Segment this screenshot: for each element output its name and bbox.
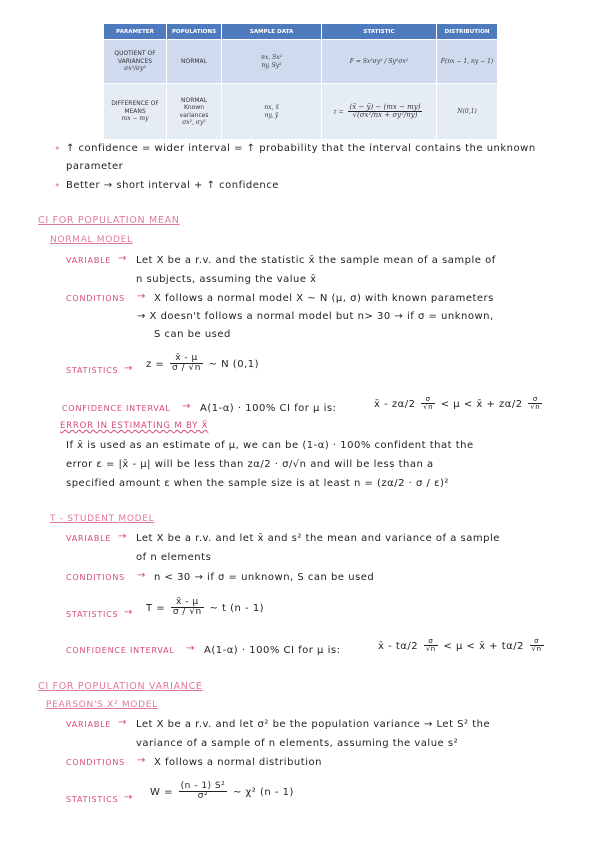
conditions-label: CONDITIONS: [66, 573, 125, 582]
formula-text: W =: [150, 786, 173, 798]
formula-text: ~ χ² (n - 1): [232, 786, 294, 798]
body-text: Let X be a r.v. and let x̄ and s² the mean and variance of a sample: [136, 533, 500, 544]
ci-label: CONFIDENCE INTERVAL: [66, 646, 175, 655]
cell-text: mx − my: [121, 115, 149, 123]
fraction-numerator: σ: [421, 396, 435, 404]
formula-text: ~ N (0,1): [208, 358, 260, 370]
cell-text: NORMAL: [180, 96, 207, 104]
table-cell-statistic: F = Sx²σy² / Sy²σx²: [322, 40, 437, 84]
formula-text: z =: [146, 358, 165, 370]
statistics-label: STATISTICS: [66, 610, 119, 619]
table-cell-distribution: N(0,1): [437, 84, 498, 140]
fraction-numerator: (n - 1) S²: [180, 781, 226, 791]
conditions-label: CONDITIONS: [66, 758, 125, 767]
formula-text: x̄ - zα/2: [374, 398, 416, 410]
fraction-denominator: σ / √n: [172, 607, 202, 618]
table-cell-population: [167, 84, 222, 140]
cell-text: QUOTIENT OF: [114, 50, 156, 58]
ci-fraction: [421, 396, 435, 412]
formula-text: < μ < x̄ + tα/2: [443, 640, 524, 652]
table-header-cell: STATISTIC: [322, 24, 437, 40]
cell-text: ny, ȳ: [264, 111, 279, 119]
section-heading: CI FOR POPULATION VARIANCE: [38, 681, 203, 692]
formula-text: x̄ - tα/2: [378, 640, 419, 652]
body-text: X follows a normal distribution: [154, 757, 322, 768]
ci-fraction: [528, 396, 542, 412]
table-cell-statistic: [322, 84, 437, 140]
ci-fraction: [530, 638, 544, 654]
conditions-label: CONDITIONS: [66, 294, 125, 303]
body-text: If x̄ is used as an estimate of μ, we can be (1-α) · 100% confident that the: [66, 440, 474, 451]
fraction-numerator: σ: [530, 638, 544, 646]
table-row: [104, 84, 498, 140]
fraction-numerator: σ: [424, 638, 438, 646]
arrow-icon: →: [118, 253, 127, 264]
bullet-text: ↑ confidence = wider interval = ↑ probability that the interval contains the unknown: [66, 143, 536, 154]
fraction-denominator: √n: [425, 645, 436, 654]
table-header-cell: SAMPLE DATA: [222, 24, 322, 40]
statistic-fraction: [179, 782, 228, 802]
variable-label: VARIABLE: [66, 256, 112, 265]
cell-text: MEANS: [124, 107, 146, 115]
error-heading: ERROR IN ESTIMATING Μ BY X̄: [60, 421, 209, 431]
fraction-denominator: √(σx²/nx + σy²/ny): [352, 111, 418, 119]
body-text: variance of a sample of n elements, assuming the value s²: [136, 738, 459, 749]
table-cell-distribution: F(nx − 1, ny − 1): [437, 40, 498, 84]
arrow-icon: →: [124, 363, 133, 374]
table-header-cell: DISTRIBUTION: [437, 24, 498, 40]
bullet-text: Better → short interval + ↑ confidence: [66, 180, 279, 191]
formula-text: ~ t (n - 1): [209, 602, 265, 614]
bullet-dot-icon: •: [54, 179, 61, 192]
cell-text: nx, x̄: [264, 104, 279, 111]
fraction-denominator: σ / √n: [172, 363, 201, 374]
fraction-denominator: σ²: [197, 791, 209, 802]
body-text: n < 30 → if σ = unknown, S can be used: [154, 572, 375, 583]
table-cell-sample: [222, 40, 322, 84]
section-heading: CI FOR POPULATION MEAN: [38, 215, 180, 226]
body-text: A(1-α) · 100% CI for μ is:: [200, 403, 337, 414]
fraction-denominator: √n: [531, 645, 542, 654]
ci-formula: [374, 396, 544, 412]
fraction-denominator: √n: [423, 403, 434, 412]
ci-label: CONFIDENCE INTERVAL: [62, 404, 171, 413]
body-text: n subjects, assuming the value x̄: [136, 274, 317, 285]
fraction-numerator: σ: [528, 396, 542, 404]
statistics-label: STATISTICS: [66, 366, 119, 375]
statistic-fraction: [171, 598, 204, 618]
fraction-numerator: x̄ - μ: [171, 598, 204, 608]
distribution-table: [103, 23, 498, 140]
body-text: specified amount ε when the sample size is at least n = (zα/2 · σ / ε)²: [66, 478, 449, 489]
body-text: Let X be a r.v. and let σ² be the population variance → Let S² the: [136, 719, 491, 730]
variable-label: VARIABLE: [66, 534, 112, 543]
statistics-label: STATISTICS: [66, 795, 119, 804]
body-text: of n elements: [136, 552, 212, 563]
subsection-heading: T - STUDENT MODEL: [50, 514, 155, 524]
body-text: A(1-α) · 100% CI for μ is:: [204, 645, 341, 656]
cell-text: VARIANCES: [117, 57, 153, 65]
arrow-icon: →: [137, 291, 146, 302]
subsection-heading: PEARSON'S Χ² MODEL: [46, 700, 158, 710]
arrow-icon: →: [124, 792, 133, 803]
formula-text: T =: [146, 602, 166, 614]
table-cell-population: NORMAL: [167, 40, 222, 84]
fraction-numerator: (x̄ − ȳ) − (mx − my): [349, 102, 421, 111]
cell-text: variances: [179, 111, 209, 119]
body-text: X follows a normal model X ~ N (μ, σ) with known parameters: [154, 293, 494, 304]
body-text: error ε = |x̄ - μ| will be less than zα/2 · σ/√n and will be less than a: [66, 459, 434, 470]
body-text: → X doesn't follows a normal model but n> 30 → if σ = unknown,: [137, 311, 494, 322]
variable-label: VARIABLE: [66, 720, 112, 729]
table-header-cell: PARAMETER: [104, 24, 167, 40]
arrow-icon: →: [137, 755, 146, 766]
bullet-text: parameter: [66, 161, 124, 172]
statistic-formula: [150, 782, 294, 802]
fraction-denominator: √n: [530, 403, 541, 412]
cell-text: ny, Sy²: [261, 61, 282, 69]
arrow-icon: →: [182, 401, 191, 412]
cell-text: σx²/σy²: [124, 65, 146, 73]
table-row: [104, 40, 498, 84]
body-text: S can be used: [154, 329, 231, 340]
formula-text: < μ < x̄ + zα/2: [440, 398, 523, 410]
table-header-cell: POPULATIONS: [167, 24, 222, 40]
table-cell-parameter: [104, 84, 167, 140]
cell-text: Known: [183, 104, 205, 111]
table-cell-sample: [222, 84, 322, 140]
ci-fraction: [424, 638, 438, 654]
statistic-fraction: [348, 104, 423, 120]
cell-text: nx, Sx²: [261, 54, 282, 61]
arrow-icon: →: [118, 717, 127, 728]
bullet-dot-icon: •: [54, 142, 61, 155]
fraction-numerator: x̄ - μ: [170, 354, 203, 364]
body-text: Let X be a r.v. and the statistic x̄ the sample mean of a sample of: [136, 255, 496, 266]
cell-text: DIFFERENCE OF: [111, 100, 159, 108]
table-cell-parameter: [104, 40, 167, 84]
statistic-fraction: [170, 354, 203, 374]
table-header-row: [104, 24, 498, 40]
statistic-formula: [146, 354, 259, 374]
arrow-icon: →: [186, 643, 195, 654]
ci-formula: [378, 638, 546, 654]
statistic-formula: [146, 598, 264, 618]
subsection-heading: NORMAL MODEL: [50, 235, 133, 245]
arrow-icon: →: [137, 570, 146, 581]
cell-text: σx², σy²: [182, 119, 206, 126]
arrow-icon: →: [124, 607, 133, 618]
cell-text: z =: [333, 108, 344, 115]
arrow-icon: →: [118, 531, 127, 542]
